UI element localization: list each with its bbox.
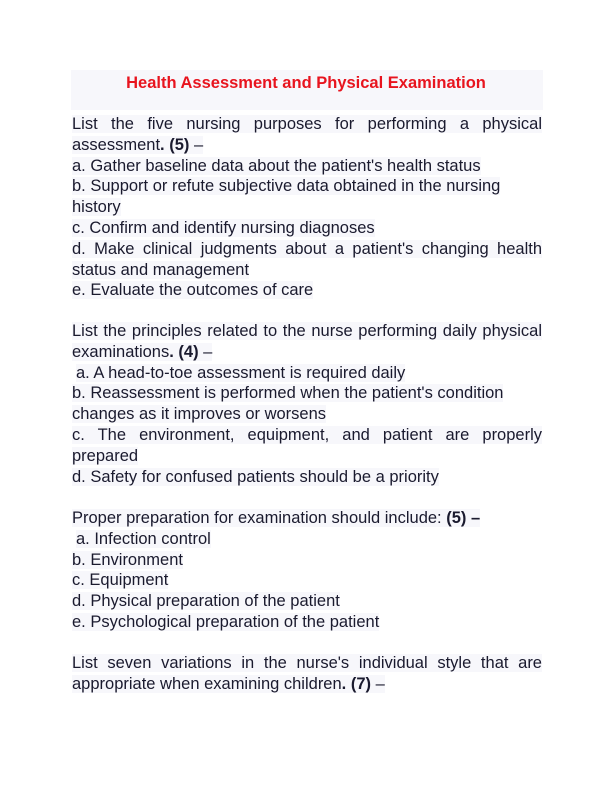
question-label: Proper preparation for examination should include: bbox=[72, 509, 442, 527]
question-text: List the five nursing purposes for performing a physical assessment. (5) – bbox=[72, 115, 542, 154]
answer-item: d. Make clinical judgments about a patient's changing health status and management bbox=[72, 239, 542, 279]
answer-item: b. Support or refute subjective data obtained in the nursing history bbox=[72, 177, 501, 217]
answer-item: e. Psychological preparation of the patient bbox=[72, 612, 380, 631]
answer-item: c. Equipment bbox=[72, 571, 169, 590]
question-label: List the five nursing purposes for performing a physical assessment bbox=[72, 115, 542, 154]
answer-item: a. A head-to-toe assessment is required daily bbox=[76, 363, 406, 382]
question-points: (7) bbox=[350, 674, 372, 693]
question-block-4 bbox=[72, 653, 542, 695]
answer-item: b. Environment bbox=[72, 550, 183, 569]
answer-item: b. Reassessment is performed when the patient's condition changes as it improves or worsens bbox=[72, 384, 504, 424]
question-dash: – bbox=[371, 674, 385, 693]
question-block-1 bbox=[72, 114, 542, 301]
answer-item: d. Physical preparation of the patient bbox=[72, 592, 340, 611]
question-dash: – bbox=[198, 342, 213, 361]
question-text: List the principles related to the nurse performing daily physical examinations. (4) – bbox=[72, 322, 542, 361]
answer-item: c. The environment, equipment, and patient are properly prepared bbox=[72, 425, 542, 465]
question-points: (5) – bbox=[446, 509, 481, 527]
question-points: (5) bbox=[169, 135, 190, 154]
answer-item: e. Evaluate the outcomes of care bbox=[72, 281, 314, 300]
answer-item: a. Gather baseline data about the patient's health status bbox=[72, 156, 481, 175]
question-label: List the principles related to the nurse performing daily physical examinations bbox=[72, 322, 542, 361]
answer-item: d. Safety for confused patients should be a priority bbox=[72, 467, 439, 486]
question-dash: – bbox=[189, 135, 204, 154]
question-text bbox=[72, 508, 542, 529]
answer-item: c. Confirm and identify nursing diagnoses bbox=[72, 218, 375, 237]
question-block-2 bbox=[72, 321, 542, 487]
page-title: Health Assessment and Physical Examination bbox=[126, 74, 486, 92]
question-text: List seven variations in the nurse's individual style that are appropriate when examining children. (7) – bbox=[72, 654, 542, 693]
question-block-3 bbox=[72, 508, 542, 633]
question-points: (4) bbox=[178, 342, 199, 361]
answer-item: a. Infection control bbox=[76, 529, 211, 548]
question-label: List seven variations in the nurse's individual style that are appropriate when examining children bbox=[72, 654, 542, 693]
